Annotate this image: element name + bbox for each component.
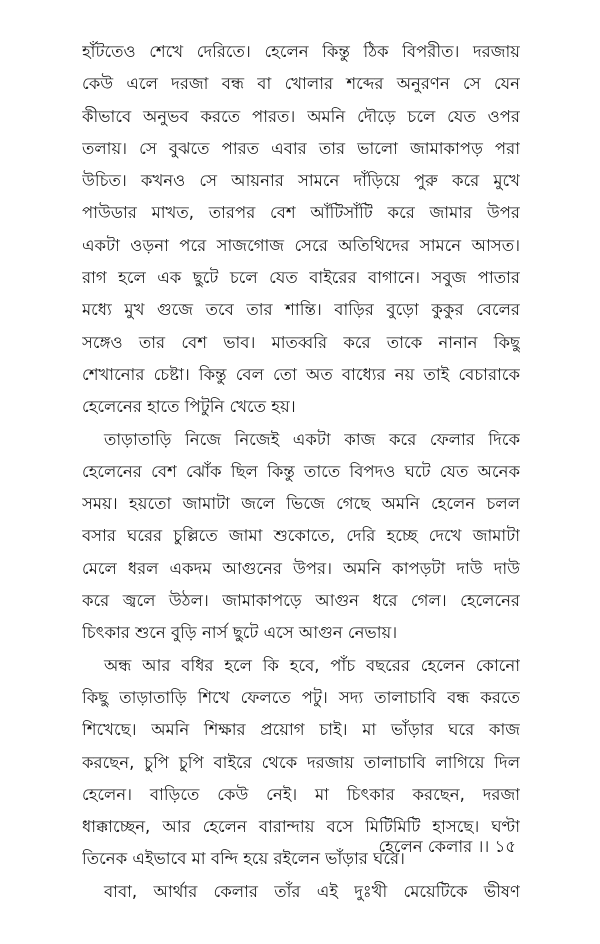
text-line: হাঁটতেও শেখে দেরিতে। হেলেন কিন্তু ঠিক বিপরীত। দরজায়	[82, 42, 520, 61]
text-line: হেলেন। বাড়িতে কেউ নেই। মা চিৎকার করছেন, দরজা	[82, 784, 520, 804]
text-line: শেখানোর চেষ্টা। কিন্তু বেল তো অত বাধ্যের নয় তাই বেচারাকে	[82, 364, 520, 384]
body-text	[82, 36, 520, 908]
page-footer	[378, 834, 516, 861]
page-number: ১৫	[494, 837, 516, 856]
text-line: কিছু তাড়াতাড়ি শিখে ফেলতে পটু। সদ্য তালাচাবি বন্ধ করতে	[82, 687, 520, 707]
text-line: কেউ এলে দরজা বন্ধ বা খোলার শব্দের অনুরণন সে যেন	[82, 74, 520, 94]
text-line: একটা ওড়না পরে সাজগোজ সেরে অতিথিদের সামনে আসত।	[82, 235, 520, 255]
text-line: হেলেনের হাতে পিটুনি খেতে হয়।	[82, 397, 296, 417]
text-line: শিখেছে। অমনি শিক্ষার প্রয়োগ চাই। মা ভাঁড়ার ঘরে কাজ	[82, 720, 520, 740]
text-line: মধ্যে মুখ গুজে তবে তার শান্তি। বাড়ির বুড়ো কুকুর বেলের	[82, 300, 520, 320]
text-line: বসার ঘরের চুল্লিতে জামা শুকোতে, দেরি হচ্ছে দেখে জামাটা	[82, 526, 520, 546]
text-line: করে জ্বলে উঠল। জামাকাপড়ে আগুন ধরে গেল। হেলেনের	[82, 591, 520, 611]
text-line: কীভাবে অনুভব করতে পারত। অমনি দৌড়ে চলে যেত ওপর	[82, 106, 520, 126]
text-line: মেলে ধরল একদম আগুনের উপর। অমনি কাপড়টা দাউ দাউ	[82, 558, 520, 578]
text-line: সময়। হয়তো জামাটা জলে ভিজে গেছে অমনি হেলেন চলল	[82, 494, 520, 514]
footer-separator: ।।	[477, 837, 490, 856]
text-line: অন্ধ আর বধির হলে কি হবে, পাঁচ বছরের হেলেন কোনো	[104, 655, 520, 675]
text-line: তাড়াতাড়ি নিজে নিজেই একটা কাজ করে ফেলার দিকে	[104, 429, 520, 449]
text-line: ধাক্কাচ্ছেন, আর হেলেন বারান্দায় বসে মিটিমিটি হাসছে। ঘণ্টা	[82, 817, 520, 837]
text-line: তিনেক এইভাবে মা বন্দি হয়ে রইলেন ভাঁড়ার ঘরে।	[82, 849, 405, 869]
text-line: রাগ হলে এক ছুটে চলে যেত বাইরের বাগানে। সবুজ পাতার	[82, 268, 520, 288]
text-line: পাউডার মাখত, তারপর বেশ আঁটিসাঁটি করে জামার উপর	[82, 203, 520, 223]
running-title: হেলেন কেলার	[378, 837, 473, 856]
text-line: বাবা, আর্থার কেলার তাঁর এই দুঃখী মেয়েটিকে ভীষণ	[104, 881, 520, 901]
text-line: চিৎকার শুনে বুড়ি নার্স ছুটে এসে আগুন নেভায়।	[82, 623, 398, 643]
text-line: সঙ্গেও তার বেশ ভাব। মাতব্বরি করে তাকে নানান কিছু	[82, 332, 520, 352]
text-line: উচিত। কখনও সে আয়নার সামনে দাঁড়িয়ে পুরু করে মুখে	[82, 171, 520, 191]
text-line: তলায়। সে বুঝতে পারত এবার তার ভালো জামাকাপড় পরা	[82, 138, 520, 158]
text-line: হেলেনের বেশ ঝোঁক ছিল কিন্তু তাতে বিপদও ঘটে যেত অনেক	[82, 461, 520, 481]
text-line: করছেন, চুপি চুপি বাইরে থেকে দরজায় তালাচাবি লাগিয়ে দিল	[82, 752, 520, 772]
